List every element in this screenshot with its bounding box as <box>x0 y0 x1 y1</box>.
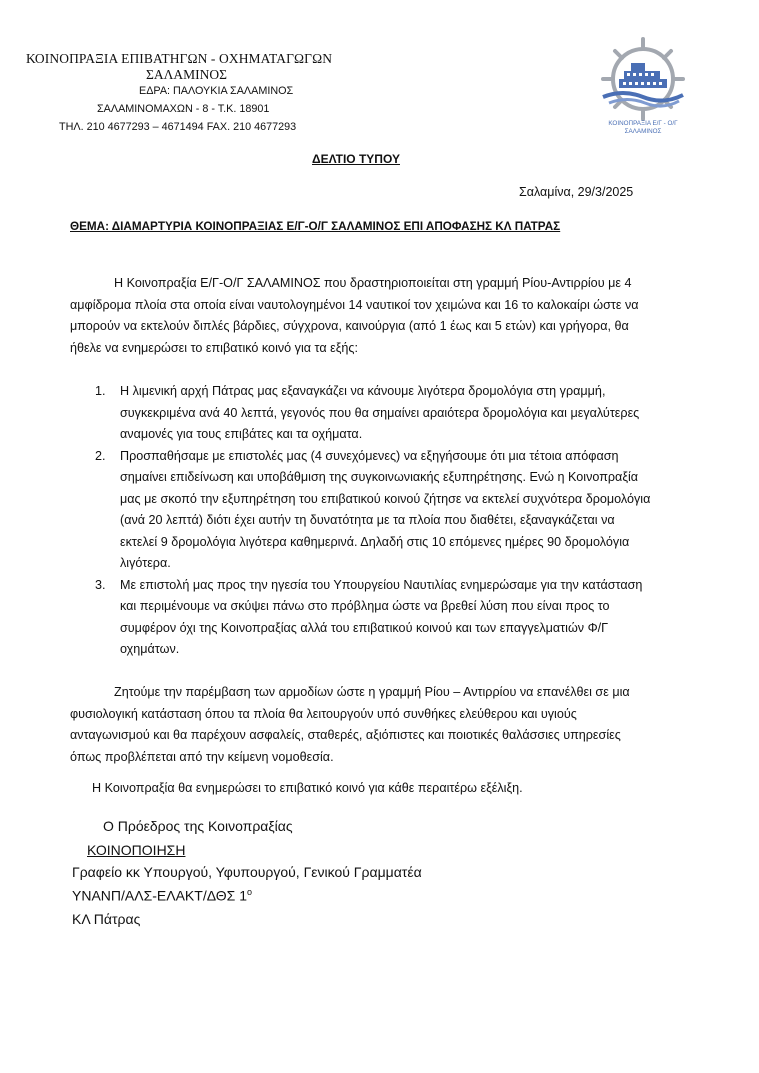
intro-paragraph <box>70 273 642 359</box>
phone-fax-line: ΤΗΛ. 210 4677293 – 4671494 FAX. 210 4677293 <box>59 121 297 133</box>
cc-recipient-2 <box>72 887 252 904</box>
logo-caption-line2: ΣΑΛΑΜΙΝΟΣ <box>624 128 662 135</box>
cc-recipient-2-superscript: ο <box>247 887 253 897</box>
list-item-number: 2. <box>95 448 106 463</box>
list-item <box>95 381 651 446</box>
list-item <box>95 446 651 575</box>
list-item-number: 1. <box>95 384 106 398</box>
list-item-text: Η λιμενική αρχή Πάτρας μας εξαναγκάζει να κάνουμε λιγότερα δρομολόγια στη γραμμή, συγκεκριμένα ανά 40 λεπτά, γεγονός που θα σημαίνει αραιότερα δρομολόγια και μεγαλύτερες αναμονές για τους επιβάτες και τα οχήματα. <box>120 384 640 441</box>
signer-title: Ο Πρόεδρος της Κοινοπραξίας <box>103 818 293 834</box>
request-paragraph <box>70 682 642 768</box>
cc-label: ΚΟΙΝΟΠΟΙΗΣΗ <box>87 842 186 858</box>
intro-text: Η Κοινοπραξία Ε/Γ-Ο/Γ ΣΑΛΑΜΙΝΟΣ που δραστηριοποιείται στη γραμμή Ρίου-Αντιρρίου με 4 αμφίδρομα πλοία στα οποία είναι ναυτολογημένοι 14 ναυτικοί τον χειμώνα και 16 το καλοκαίρι ώστε να μπορούν να εκτελούν διπλές βάρδιες, σύγχρονα, καινούργια (από 1 έως και 5 ετών) και γρήγορα, θα ήθελε να ενημερώσει το επιβατικό κοινό για τα εξής: <box>70 276 639 355</box>
cc-recipient-3: ΚΛ Πάτρας <box>72 911 141 927</box>
numbered-list <box>95 381 651 661</box>
list-item <box>95 575 651 661</box>
logo-caption-line1: ΚΟΙΝΟΠΡΑΞΙΑ Ε/Γ - Ο/Γ <box>608 120 678 127</box>
cc-recipient-2-text: ΥΝΑΝΠ/ΑΛΣ-ΕΛΑΚΤ/ΔΘΣ 1 <box>72 887 247 904</box>
ship-wheel-logo-icon <box>593 35 693 147</box>
cc-recipient-1: Γραφείο κκ Υπουργού, Υφυπουργού, Γενικού Γραμματέα <box>72 864 422 880</box>
address-line-1: ΕΔΡΑ: ΠΑΛΟΥΚΙΑ ΣΑΛΑΜΙΝΟΣ <box>139 85 294 97</box>
list-item-text: Προσπαθήσαμε με επιστολές μας (4 συνεχόμενες) να εξηγήσουμε ότι μια τέτοια απόφαση σημαίνει επιδείνωση και υποβάθμιση της συγκοινωνιακής εξυπηρέτησης. Ενώ η Κοινοπραξία μας με σκοπό την εξυπηρέτηση του επιβατικού κοινού ζήτησε να εκτελεί συχνότερα δρομολόγια (ανά 20 λεπτά) διότι έχει αυτήν τη δυνατότητα με τα πλοία που διαθέτει, εξαναγκάζεται να εκτελεί 9 δρομολόγια λιγότερα καθημερινά. Δηλαδή στις 10 επόμενες ημέρες 90 δρομολόγια λιγότερα. <box>120 448 651 570</box>
list-item-text: Με επιστολή μας προς την ηγεσία του Υπουργείου Ναυτιλίας ενημερώσαμε για την κατάσταση και περιμένουμε να σκύψει πάνω στο πρόβλημα ώστε να βρεθεί λύση που είναι προς το συμφέρον όχι της Κοινοπραξίας αλλά του επιβατικού κοινού και των επαγγελματιών Φ/Γ οχημάτων. <box>120 577 643 656</box>
request-text: Ζητούμε την παρέμβαση των αρμοδίων ώστε η γραμμή Ρίου – Αντιρρίου να επανέλθει σε μια φυσιολογική κατάσταση όπου τα πλοία θα λειτουργούν υπό συνθήκες ελεύθερου και υγιούς ανταγωνισμού και θα παρέχουν ασφαλείς, σταθερές, αξιόπιστες και ποιοτικές θαλάσσιες υπηρεσίες όπως προβλέπεται από την κείμενη νομοθεσία. <box>70 685 630 764</box>
address-line-2: ΣΑΛΑΜΙΝΟΜΑΧΩΝ - 8 - Τ.Κ. 18901 <box>97 103 270 115</box>
list-item-number: 3. <box>95 577 106 592</box>
company-logo <box>593 35 693 147</box>
document-type-title: ΔΕΛΤΙΟ ΤΥΠΟΥ <box>312 152 400 166</box>
closing-sentence: Η Κοινοπραξία θα ενημερώσει το επιβατικό κοινό για κάθε περαιτέρω εξέλιξη. <box>92 781 523 795</box>
document-date: Σαλαμίνα, 29/3/2025 <box>519 185 634 199</box>
organization-name: ΚΟΙΝΟΠΡΑΞΙΑ ΕΠΙΒΑΤΗΓΩΝ - ΟΧΗΜΑΤΑΓΩΓΩΝ <box>26 51 333 66</box>
document-subject: ΘΕΜΑ: ΔΙΑΜΑΡΤΥΡΙΑ ΚΟΙΝΟΠΡΑΞΙΑΣ Ε/Γ-Ο/Γ ΣΑΛΑΜΙΝΟΣ ΕΠΙ ΑΠΟΦΑΣΗΣ ΚΛ ΠΑΤΡΑΣ <box>70 220 561 233</box>
organization-name-line2: ΣΑΛΑΜΙΝΟΣ <box>146 67 227 82</box>
